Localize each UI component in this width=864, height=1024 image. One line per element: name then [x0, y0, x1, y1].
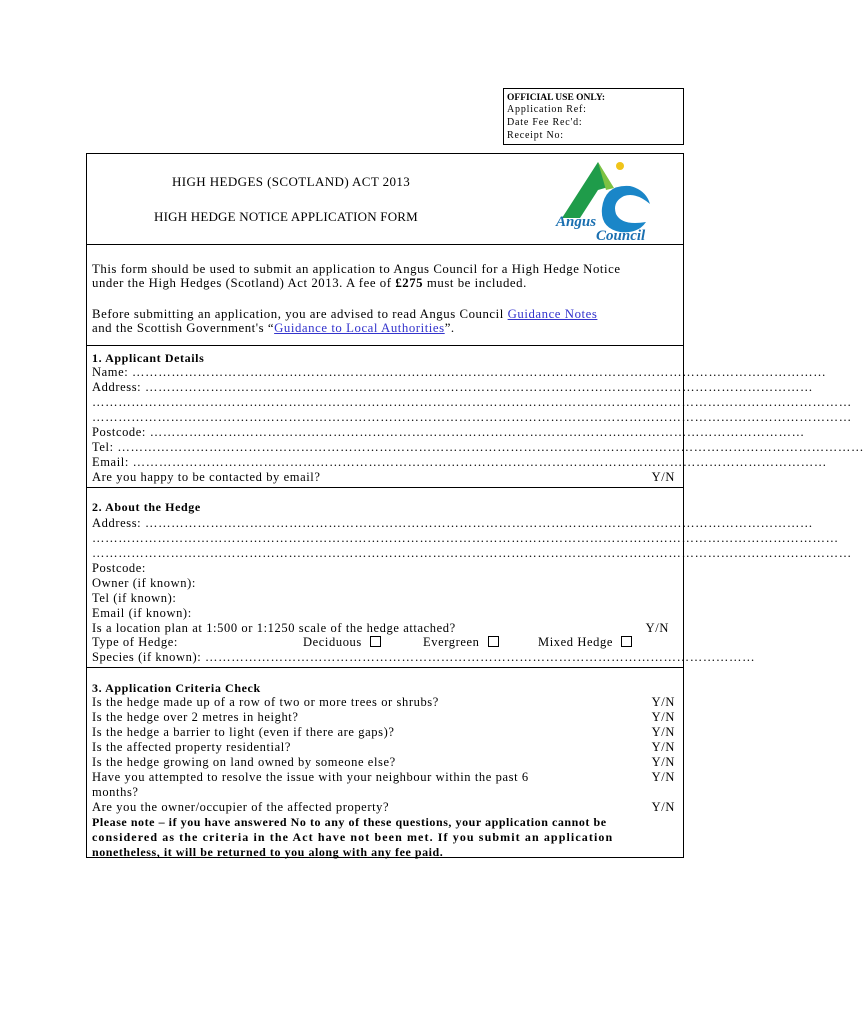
hedge-owner-field[interactable]: Owner (if known):: [92, 576, 196, 590]
form-title: HIGH HEDGE NOTICE APPLICATION FORM: [154, 209, 418, 224]
mixed-hedge-checkbox[interactable]: [621, 636, 632, 647]
criteria-question: [92, 725, 675, 740]
contact-by-email-label: Are you happy to be contacted by email?: [92, 470, 321, 484]
hedge-owner-tel-field[interactable]: Tel (if known):: [92, 591, 177, 605]
section2-divider: [86, 667, 684, 668]
criteria-question-continued: [92, 785, 675, 800]
applicant-address-line-2[interactable]: …………………………………………………………………………………………………………………………………………………………: [92, 395, 852, 409]
criteria-question-label: months?: [92, 785, 139, 799]
criteria-question-label: Is the hedge made up of a row of two or more trees or shrubs?: [92, 695, 439, 709]
location-plan-yn[interactable]: Y/N: [642, 621, 669, 636]
criteria-question-label: Are you the owner/occupier of the affected property?: [92, 800, 390, 814]
intro-line-2-end: must be included.: [423, 276, 527, 290]
option-evergreen-label: Evergreen: [423, 635, 480, 649]
hedge-address-line-2[interactable]: ………………………………………………………………………………………………………………………………………………………: [92, 531, 839, 545]
criteria-yn[interactable]: Y/N: [648, 725, 675, 740]
section1-divider: [86, 487, 684, 488]
criteria-question: [92, 710, 675, 725]
applicant-name-field[interactable]: Name: ……………………………………………………………………………………………………………………………………………: [92, 365, 827, 379]
evergreen-checkbox[interactable]: [488, 636, 499, 647]
criteria-question-label: Have you attempted to resolve the issue with your neighbour within the past 6: [92, 770, 529, 784]
hedge-type-label: Type of Hedge:: [92, 635, 178, 649]
fee-amount: £275: [395, 276, 424, 290]
guidance-notes-link[interactable]: Guidance Notes: [507, 307, 598, 321]
criteria-question-label: Is the hedge over 2 metres in height?: [92, 710, 299, 724]
criteria-yn[interactable]: Y/N: [648, 740, 675, 755]
species-field[interactable]: Species (if known): ………………………………………………………………………………………………………………: [92, 650, 756, 664]
act-title: HIGH HEDGES (SCOTLAND) ACT 2013: [172, 174, 411, 189]
location-plan-label: Is a location plan at 1:500 or 1:1250 scale of the hedge attached?: [92, 621, 456, 635]
option-deciduous[interactable]: [303, 635, 381, 650]
section1-title: 1. Applicant Details: [92, 351, 205, 365]
section3-title: 3. Application Criteria Check: [92, 681, 261, 695]
official-use-box: [503, 88, 684, 145]
intro-line-1: This form should be used to submit an application to Angus Council for a High Hedge Notice: [92, 262, 621, 276]
intro-divider: [86, 345, 684, 346]
criteria-question: [92, 740, 675, 755]
intro-line-2-text: under the High Hedges (Scotland) Act 2013. A fee of: [92, 276, 396, 290]
option-mixed-hedge[interactable]: [538, 635, 632, 650]
applicant-tel-field[interactable]: Tel: ………………………………………………………………………………………………………………………………………………………: [92, 440, 864, 454]
hedge-postcode-field[interactable]: Postcode:: [92, 561, 147, 575]
application-ref-label: Application Ref:: [507, 104, 587, 115]
criteria-note-line-2: considered as the criteria in the Act have not been met. If you submit an application: [92, 830, 614, 844]
header-divider: [86, 244, 684, 245]
applicant-address-line-3[interactable]: …………………………………………………………………………………………………………………………………………………………: [92, 410, 852, 424]
option-evergreen[interactable]: [423, 635, 499, 650]
contact-by-email-yn[interactable]: Y/N: [648, 470, 675, 485]
criteria-note-line-1: Please note – if you have answered No to any of these questions, your application cannot be: [92, 815, 607, 829]
logo-text-council: Council: [596, 228, 646, 244]
intro-line-2: [92, 276, 527, 290]
criteria-yn[interactable]: Y/N: [648, 710, 675, 725]
intro-line-4-text: and the Scottish Government's “: [92, 321, 275, 335]
applicant-address-field[interactable]: Address: ………………………………………………………………………………………………………………………………………: [92, 380, 814, 394]
intro-line-4: [92, 321, 455, 335]
official-use-heading: OFFICIAL USE ONLY:: [507, 93, 606, 103]
criteria-yn[interactable]: Y/N: [648, 800, 675, 815]
logo-text-angus: Angus: [556, 214, 597, 230]
criteria-question-label: Is the affected property residential?: [92, 740, 291, 754]
criteria-question: [92, 695, 675, 710]
angus-council-logo: [550, 156, 660, 246]
criteria-yn[interactable]: Y/N: [648, 695, 675, 710]
option-mixed-hedge-label: Mixed Hedge: [538, 635, 613, 649]
criteria-question-label: Is the hedge growing on land owned by someone else?: [92, 755, 396, 769]
criteria-question: [92, 800, 675, 815]
intro-line-4-end: ”.: [444, 321, 455, 335]
receipt-no-label: Receipt No:: [507, 130, 564, 141]
hedge-type-row: [92, 635, 675, 650]
deciduous-checkbox[interactable]: [370, 636, 381, 647]
hedge-address-line-3[interactable]: …………………………………………………………………………………………………………………………………………………………: [92, 546, 852, 560]
date-fee-label: Date Fee Rec'd:: [507, 117, 583, 128]
criteria-note-line-3: nonetheless, it will be returned to you along with any fee paid.: [92, 845, 444, 859]
criteria-yn[interactable]: Y/N: [648, 755, 675, 770]
option-deciduous-label: Deciduous: [303, 635, 362, 649]
criteria-question: [92, 770, 675, 785]
intro-line-3-text: Before submitting an application, you are advised to read Angus Council: [92, 307, 508, 321]
contact-by-email-question: [92, 470, 675, 485]
section2-title: 2. About the Hedge: [92, 500, 201, 514]
criteria-question: [92, 755, 675, 770]
guidance-local-authorities-link[interactable]: Guidance to Local Authorities: [274, 321, 445, 335]
criteria-question-label: Is the hedge a barrier to light (even if there are gaps)?: [92, 725, 395, 739]
criteria-yn[interactable]: Y/N: [648, 770, 675, 785]
location-plan-question: [92, 621, 675, 636]
applicant-email-field[interactable]: Email: ……………………………………………………………………………………………………………………………………………: [92, 455, 827, 469]
hedge-owner-email-field[interactable]: Email (if known):: [92, 606, 192, 620]
applicant-postcode-field[interactable]: Postcode: ……………………………………………………………………………………………………………………………………: [92, 425, 805, 439]
hedge-address-field[interactable]: Address: ………………………………………………………………………………………………………………………………………: [92, 516, 814, 530]
intro-line-3: [92, 307, 597, 321]
